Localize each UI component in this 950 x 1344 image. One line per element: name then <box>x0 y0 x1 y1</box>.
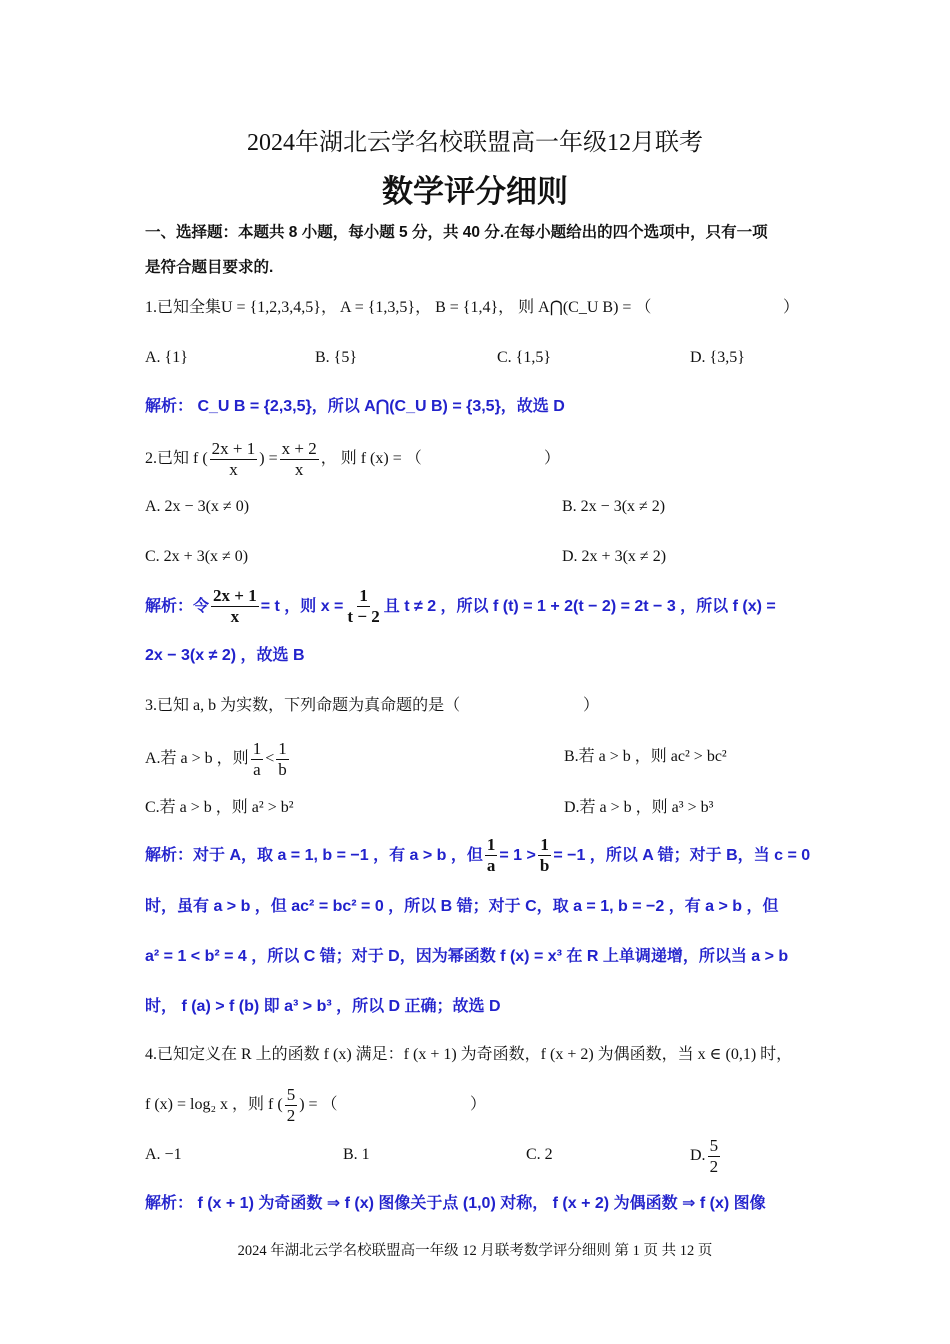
page-footer: 2024 年湖北云学名校联盟高一年级 12 月联考数学评分细则 第 1 页 共 12 页 <box>237 1243 713 1259</box>
q4-stem2-post: ) = （ <box>299 1096 338 1113</box>
q2-frac2-den: x <box>294 459 304 479</box>
q4-stem-line2 <box>145 1082 338 1128</box>
q3-analysis-frac1 <box>485 835 498 876</box>
q4-option-a: A. −1 <box>145 1146 182 1163</box>
q2-option-d: D. 2x + 3(x ≠ 2) <box>562 548 667 565</box>
q4-stem-line1: 4.已知定义在 R 上的函数 f (x) 满足：f (x + 1) 为奇函数，f (x + 2) 为偶函数，当 x ∈ (0,1) 时， <box>145 1046 793 1063</box>
q3-analysis-mid: = 1 > <box>499 847 536 864</box>
q1-close-paren: ） <box>783 299 800 316</box>
q3-analysis-line2: 时，虽有 a > b ，但 ac² = bc² = 0 ，所以 B 错；对于 C，取 a = 1, b = −2 ，有 a > b ，但 <box>145 898 779 915</box>
q1-option-d: D. {3,5} <box>690 349 745 366</box>
q2-analysis-mid1: = t ，则 x = <box>260 598 344 615</box>
q3-analysis-frac2-den: b <box>539 856 550 876</box>
q2-frac2 <box>280 439 319 480</box>
q2-analysis-frac2-num: 1 <box>359 586 368 606</box>
q2-analysis-frac1-den: x <box>230 607 240 627</box>
q3-analysis-line3: a² = 1 < b² = 4 ，所以 C 错；对于 D，因为幂函数 f (x) = x³ 在 R 上单调递增，所以当 a > b <box>145 948 789 965</box>
q2-frac2-num: x + 2 <box>281 438 317 458</box>
section-heading-cont: 是符合题目要求的. <box>145 259 274 276</box>
q1-option-b: B. {5} <box>315 349 358 366</box>
q2-analysis <box>145 584 776 630</box>
q4-close-paren: ） <box>470 1096 487 1113</box>
q3-analysis-frac2-num: 1 <box>540 835 549 855</box>
q2-stem-pre: 2.已知 f ( <box>145 450 208 467</box>
q3-option-a-frac1-num: 1 <box>252 738 262 758</box>
document-title: 2024年湖北云学名校联盟高一年级12月联考 <box>247 130 703 156</box>
q2-stem <box>145 436 422 482</box>
q3-option-d: D.若 a > b ，则 a³ > b³ <box>564 799 714 816</box>
q1-analysis: 解析： C_U B = {2,3,5}，所以 A⋂(C_U B) = {3,5}，故选 D <box>145 398 565 415</box>
q3-analysis-post: = −1 ，所以 A 错；对于 B，当 c = 0 <box>553 847 811 864</box>
q2-analysis-frac1-num: 2x + 1 <box>213 586 257 606</box>
q4-option-d-pre: D. <box>690 1147 706 1164</box>
q2-analysis-line2: 2x − 3(x ≠ 2) ，故选 B <box>145 647 305 664</box>
q3-stem: 3.已知 a, b 为实数，下列命题为真命题的是（ <box>145 697 461 714</box>
q3-option-a-pre: A.若 a > b ，则 <box>145 750 249 767</box>
q3-analysis-line4: 时， f (a) > f (b) 即 a³ > b³ ，所以 D 正确；故选 D <box>145 998 501 1015</box>
q2-close-paren: ） <box>544 450 561 467</box>
q2-option-b: B. 2x − 3(x ≠ 2) <box>562 498 666 515</box>
q3-option-c: C.若 a > b ，则 a² > b² <box>145 799 294 816</box>
q4-stem2-frac-den: 2 <box>286 1105 296 1125</box>
q2-analysis-frac1 <box>211 586 259 627</box>
q3-option-a-frac1 <box>251 739 264 780</box>
q1-option-c: C. {1,5} <box>497 349 552 366</box>
q3-option-b: B.若 a > b ，则 ac² > bc² <box>564 748 727 765</box>
q3-analysis-frac1-den: a <box>486 856 496 876</box>
document-subtitle: 数学评分细则 <box>382 174 568 209</box>
q2-analysis-pre: 解析：令 <box>145 598 210 615</box>
q1-stem: 1.已知全集U = {1,2,3,4,5}， A = {1,3,5}， B = {1,4}， 则 A⋂(C_U B) = （ <box>145 299 652 316</box>
q2-option-c: C. 2x + 3(x ≠ 0) <box>145 548 249 565</box>
q4-option-d-frac-num: 5 <box>709 1135 719 1155</box>
q2-stem-mid: ) = <box>259 450 278 467</box>
q3-analysis-line1 <box>145 833 810 879</box>
q4-option-b: B. 1 <box>343 1146 370 1163</box>
q3-analysis-pre: 解析：对于 A，取 a = 1, b = −1 ，有 a > b ，但 <box>145 847 483 864</box>
q4-option-c: C. 2 <box>526 1146 553 1163</box>
q3-option-a-frac2 <box>276 739 289 780</box>
q4-stem2-pre: f (x) = log₂ x ，则 f ( <box>145 1096 283 1113</box>
q2-analysis-frac2-den: t − 2 <box>347 607 380 627</box>
q3-close-paren: ） <box>583 697 600 714</box>
q2-analysis-frac2 <box>345 586 381 627</box>
q4-stem2-frac <box>285 1085 298 1126</box>
q3-option-a <box>145 736 291 782</box>
q3-option-a-frac2-den: b <box>278 759 287 779</box>
q4-analysis: 解析： f (x + 1) 为奇函数 ⇒ f (x) 图像关于点 (1,0) 对称， f (x + 2) 为偶函数 ⇒ f (x) 图像 <box>145 1195 766 1212</box>
q3-option-a-frac2-num: 1 <box>278 738 287 758</box>
q2-frac1-den: x <box>229 459 238 479</box>
q2-frac1-num: 2x + 1 <box>211 438 256 458</box>
q2-analysis-mid2: 且 t ≠ 2 ，所以 f (t) = 1 + 2(t − 2) = 2t − 3 ，所以 f (x) = <box>383 598 776 615</box>
q3-analysis-frac2 <box>538 835 551 876</box>
q3-option-a-lt: < <box>265 750 275 767</box>
q3-analysis-frac1-num: 1 <box>486 835 496 855</box>
q3-option-a-frac1-den: a <box>253 759 261 779</box>
q4-option-d <box>690 1133 722 1179</box>
q4-option-d-frac-den: 2 <box>709 1156 719 1176</box>
q2-stem-post: ， 则 f (x) = （ <box>320 450 422 467</box>
section-heading: 一、选择题：本题共 8 小题，每小题 5 分，共 40 分.在每小题给出的四个选项中，只有一项 <box>145 224 768 241</box>
q4-stem2-frac-num: 5 <box>286 1084 296 1104</box>
q2-frac1 <box>210 439 258 480</box>
q4-option-d-frac <box>708 1136 721 1177</box>
q1-option-a: A. {1} <box>145 349 188 366</box>
q2-option-a: A. 2x − 3(x ≠ 0) <box>145 498 250 515</box>
